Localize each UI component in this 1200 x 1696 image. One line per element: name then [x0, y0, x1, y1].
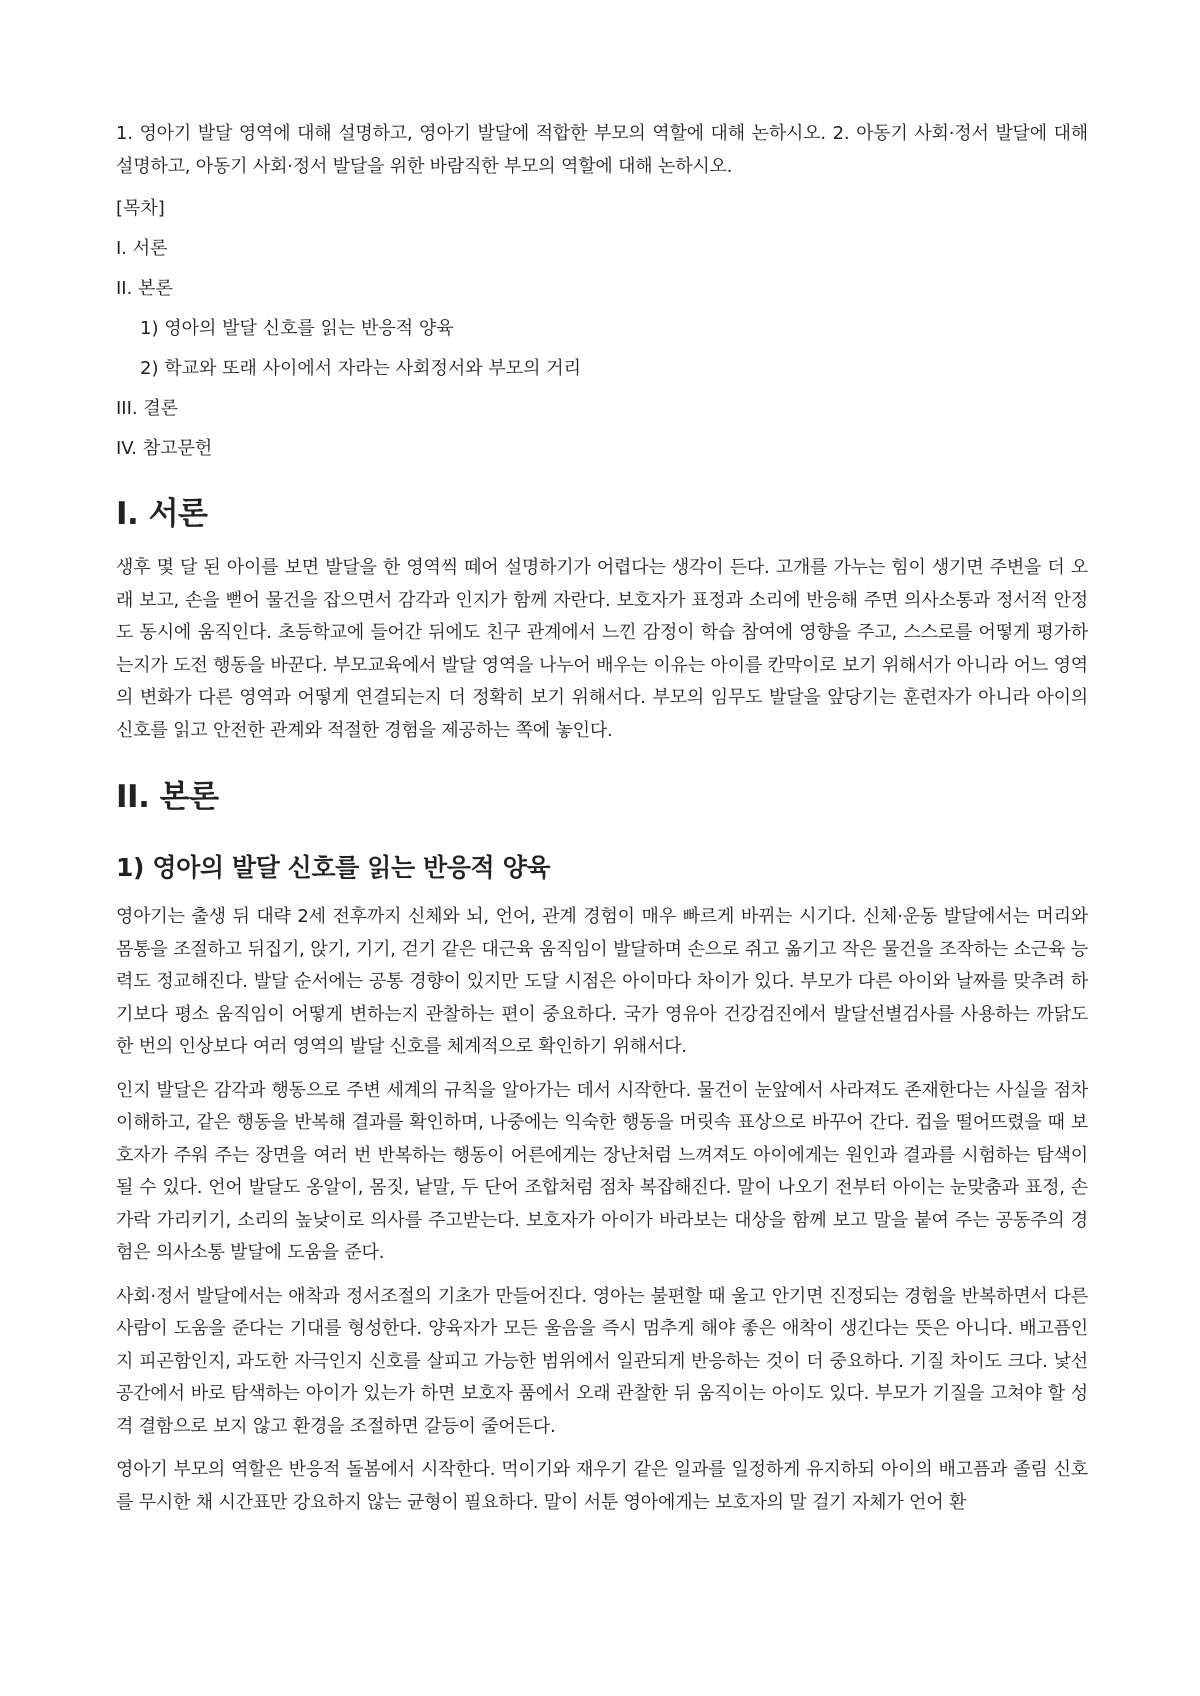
toc-item-references: IV. 참고문헌 [116, 438, 213, 459]
assignment-question: 1. 영아기 발달 영역에 대해 설명하고, 영아기 발달에 적합한 부모의 역할에 대해 논하시오. 2. 아동기 사회·정서 발달에 대해 설명하고, 아동기 사회·정서 발달을 위한 바람직한 부모의 역할에 대해 논하시오. [116, 123, 1088, 177]
intro-paragraph: 생후 몇 달 된 아이를 보면 발달을 한 영역씩 떼어 설명하기가 어렵다는 생각이 든다. 고개를 가누는 힘이 생기면 주변을 더 오래 보고, 손을 뻗어 물건을 잡으면서 감각과 인지가 함께 자란다. 보호자가 표정과 소리에 반응해 주면 의사소통과 정서적 안정도 동시에 움직인다. 초등학교에 들어간 뒤에도 친구 관계에서 느낀 감정이 학습 참여에 영향을 주고, 스스로를 어떻게 평가하는지가 도전 행동을 바꾼다. 부모교육에서 발달 영역을 나누어 배우는 이유는 아이를 칸막이로 보기 위해서가 아니라 어느 영역의 변화가 다른 영역과 어떻게 연결되는지 더 정확히 보기 위해서다. 부모의 임무도 발달을 앞당기는 훈련자가 아니라 아이의 신호를 읽고 안전한 관계와 적절한 경험을 제공하는 쪽에 놓인다. [116, 557, 1088, 741]
section-1-paragraph: 인지 발달은 감각과 행동으로 주변 세계의 규칙을 알아가는 데서 시작한다. 물건이 눈앞에서 사라져도 존재한다는 사실을 점차 이해하고, 같은 행동을 반복해 결과를 확인하며, 나중에는 익숙한 행동을 머릿속 표상으로 바꾸어 간다. 컵을 떨어뜨렸을 때 보호자가 주워 주는 장면을 여러 번 반복하는 행동이 어른에게는 장난처럼 느껴져도 아이에게는 원인과 결과를 시험하는 탐색이 될 수 있다. 언어 발달도 옹알이, 몸짓, 낱말, 두 단어 조합처럼 점차 복잡해진다. 말이 나오기 전부터 아이는 눈맞춤과 표정, 손가락 가리키기, 소리의 높낮이로 의사를 주고받는다. 보호자가 아이가 바라보는 대상을 함께 보고 말을 붙여 주는 공동주의 경험은 의사소통 발달에 도움을 준다. [116, 1079, 1088, 1263]
toc-item-body-section-1: 1) 영아의 발달 신호를 읽는 반응적 양육 [140, 318, 454, 339]
toc-item-body-section-2: 2) 학교와 또래 사이에서 자라는 사회정서와 부모의 거리 [140, 358, 582, 379]
toc-label: [목차] [116, 198, 165, 219]
body-heading: II. 본론 [116, 779, 219, 815]
section-1-heading: 1) 영아의 발달 신호를 읽는 반응적 양육 [116, 853, 551, 882]
section-1-paragraph: 사회·정서 발달에서는 애착과 정서조절의 기초가 만들어진다. 영아는 불편할 때 울고 안기면 진정되는 경험을 반복하면서 다른 사람이 도움을 준다는 기대를 형성한다. 양육자가 모든 울음을 즉시 멈추게 해야 좋은 애착이 생긴다는 뜻은 아니다. 배고픔인지 피곤함인지, 과도한 자극인지 신호를 살피고 가능한 범위에서 일관되게 반응하는 것이 더 중요하다. 기질 차이도 크다. 낯선 공간에서 바로 탐색하는 아이가 있는가 하면 보호자 품에서 오래 관찰한 뒤 움직이는 아이도 있다. 부모가 기질을 고쳐야 할 성격 결함으로 보지 않고 환경을 조절하면 갈등이 줄어든다. [116, 1285, 1088, 1437]
section-1-paragraph: 영아기는 출생 뒤 대략 2세 전후까지 신체와 뇌, 언어, 관계 경험이 매우 빠르게 바뀌는 시기다. 신체·운동 발달에서는 머리와 몸통을 조절하고 뒤집기, 앉기, 기기, 걷기 같은 대근육 움직임이 발달하며 손으로 쥐고 옮기고 작은 물건을 조작하는 소근육 능력도 정교해진다. 발달 순서에는 공통 경향이 있지만 도달 시점은 아이마다 차이가 있다. 부모가 다른 아이와 날짜를 맞추려 하기보다 평소 움직임이 어떻게 변하는지 관찰하는 편이 중요하다. 국가 영유아 건강검진에서 발달선별검사를 사용하는 까닭도 한 번의 인상보다 여러 영역의 발달 신호를 체계적으로 확인하기 위해서다. [116, 906, 1088, 1057]
toc-item-intro: I. 서론 [116, 238, 168, 259]
toc-item-body: II. 본론 [116, 278, 173, 299]
toc-item-conclusion: III. 결론 [116, 398, 179, 419]
intro-heading: I. 서론 [116, 496, 208, 532]
table-of-contents [116, 234, 1088, 464]
section-1-paragraph: 영아기 부모의 역할은 반응적 돌봄에서 시작한다. 먹이기와 재우기 같은 일과를 일정하게 유지하되 아이의 배고픔과 졸림 신호를 무시한 채 시간표만 강요하지 않는 균형이 필요하다. 말이 서툰 영아에게는 보호자의 말 걸기 자체가 언어 환 [116, 1459, 1088, 1513]
